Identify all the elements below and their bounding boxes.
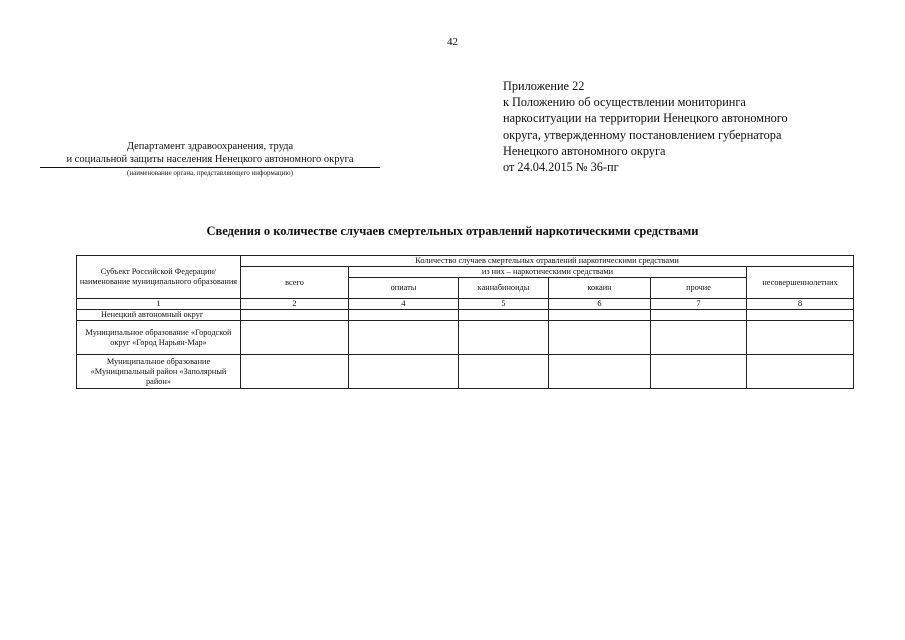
table-header-row xyxy=(77,256,854,267)
column-number: 6 xyxy=(549,299,651,310)
table-cell xyxy=(747,310,854,321)
department-caption: (наименование органа, представляющего информацию) xyxy=(127,169,293,177)
header-opiates: опиаты xyxy=(349,278,459,299)
department-name-line2: и социальной защиты населения Ненецкого автономного округа xyxy=(66,153,354,165)
header-cocaine: кокаин xyxy=(549,278,651,299)
appendix-line: от 24.04.2015 № 36-пг xyxy=(503,160,619,175)
header-minors: несовершеннолетних xyxy=(747,267,854,299)
table-cell xyxy=(747,321,854,355)
header-cannabinoids: каннабиноиды xyxy=(459,278,549,299)
column-number: 1 xyxy=(77,299,241,310)
column-number: 5 xyxy=(459,299,549,310)
header-subject: Субъект Российской Федерации/ наименование муниципального образования xyxy=(77,256,241,299)
department-block xyxy=(40,141,380,178)
table-cell xyxy=(349,321,459,355)
table-row xyxy=(77,321,854,355)
table-cell xyxy=(241,321,349,355)
table-cell xyxy=(459,310,549,321)
department-name-line1: Департамент здравоохранения, труда xyxy=(126,141,294,152)
table-cell xyxy=(549,310,651,321)
appendix-line: Приложение 22 xyxy=(503,79,585,93)
table-cell xyxy=(651,321,747,355)
table-cell xyxy=(549,355,651,389)
header-count: Количество случаев смертельных отравлений наркотическими средствами xyxy=(241,256,854,267)
row-label: Муниципальное образование «Городской округ «Город Нарьян-Мар» xyxy=(77,321,241,355)
appendix-line: округа, утвержденному постановлением губернатора xyxy=(503,127,782,142)
table-cell xyxy=(241,310,349,321)
column-number: 8 xyxy=(747,299,854,310)
table-cell xyxy=(241,355,349,389)
appendix-line: к Положению об осуществлении мониторинга xyxy=(503,95,746,110)
column-number-row xyxy=(77,299,854,310)
header-other: прочие xyxy=(651,278,747,299)
column-number: 4 xyxy=(349,299,459,310)
appendix-note xyxy=(503,78,893,175)
row-label: Муниципальное образование «Муниципальный район «Заполярный район» xyxy=(77,355,241,389)
header-total: всего xyxy=(241,267,349,299)
table-cell xyxy=(349,310,459,321)
report-table xyxy=(76,255,854,389)
table-cell xyxy=(349,355,459,389)
table-row xyxy=(77,310,854,321)
row-label: Ненецкий автономный округ xyxy=(77,310,241,321)
appendix-line: наркоситуации на территории Ненецкого автономного xyxy=(503,111,788,126)
table-cell xyxy=(651,310,747,321)
table-cell xyxy=(651,355,747,389)
table-cell xyxy=(459,355,549,389)
table-cell xyxy=(459,321,549,355)
table-cell xyxy=(549,321,651,355)
table-row xyxy=(77,355,854,389)
header-of-which: из них – наркотическими средствами xyxy=(349,267,747,278)
column-number: 2 xyxy=(241,299,349,310)
department-underline xyxy=(40,167,380,168)
table-cell xyxy=(747,355,854,389)
page-number: 42 xyxy=(447,36,458,48)
column-number: 7 xyxy=(651,299,747,310)
appendix-line: Ненецкого автономного округа xyxy=(503,143,666,158)
report-title: Сведения о количестве случаев смертельных отравлений наркотическими средствами xyxy=(206,224,699,238)
